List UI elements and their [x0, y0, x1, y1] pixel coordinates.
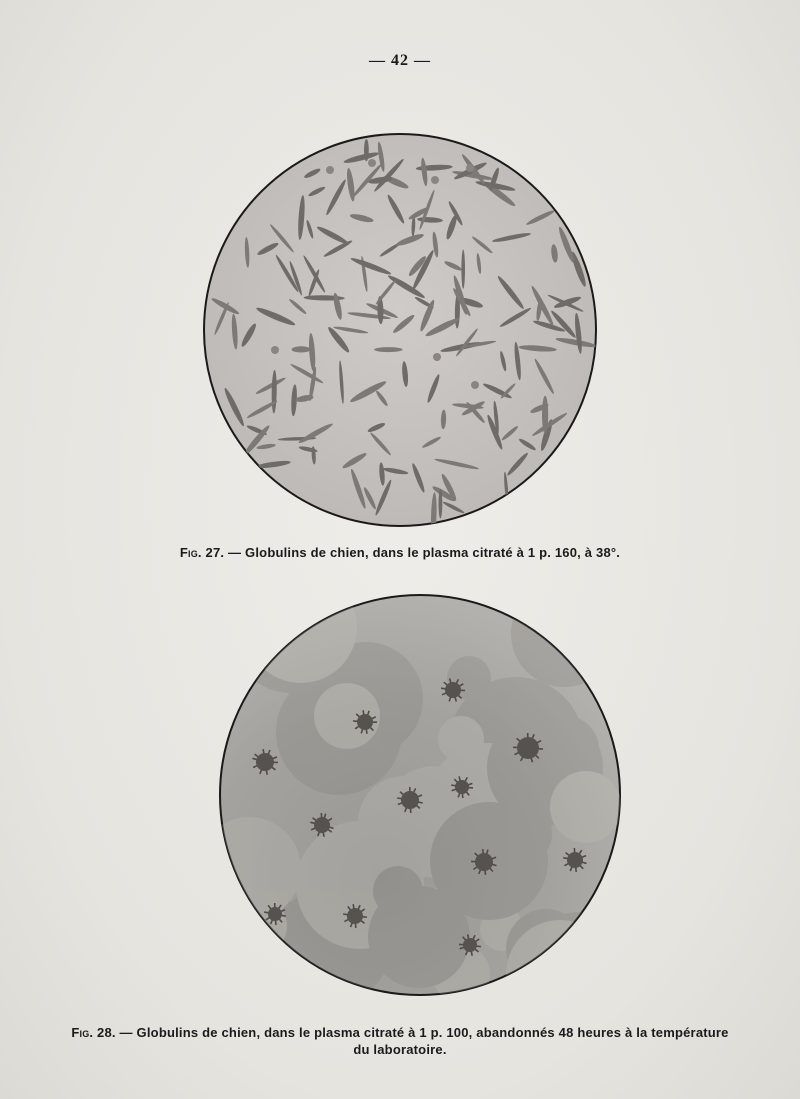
round-cell [466, 164, 474, 172]
page-number: — 42 — [369, 52, 431, 69]
round-cell [433, 353, 441, 361]
figure-27-label: Fig. 27. [179, 545, 225, 560]
figure-27-micrograph [0, 0, 800, 540]
spindle-cell [439, 489, 443, 519]
round-cell [471, 381, 479, 389]
round-cell [271, 346, 279, 354]
figure-28-micrograph [0, 540, 800, 1000]
spindle-cell [292, 346, 311, 352]
round-cell [431, 176, 439, 184]
figure-28-label: Fig. 28. [71, 1025, 116, 1040]
figure-28-caption-line2: du laboratoire. [353, 1042, 447, 1057]
figure-28-caption [60, 1024, 740, 1058]
round-cell [326, 166, 334, 174]
round-cell [368, 159, 376, 167]
figure-28-caption-text: — Globulins de chien, dans le plasma citraté à 1 p. 100, abandonnés 48 heures à la température [119, 1025, 729, 1040]
figure-27-caption-text: — Globulins de chien, dans le plasma citraté à 1 p. 160, à 38°. [228, 545, 621, 560]
spindle-cell [461, 250, 465, 289]
spindle-cell [374, 347, 403, 352]
